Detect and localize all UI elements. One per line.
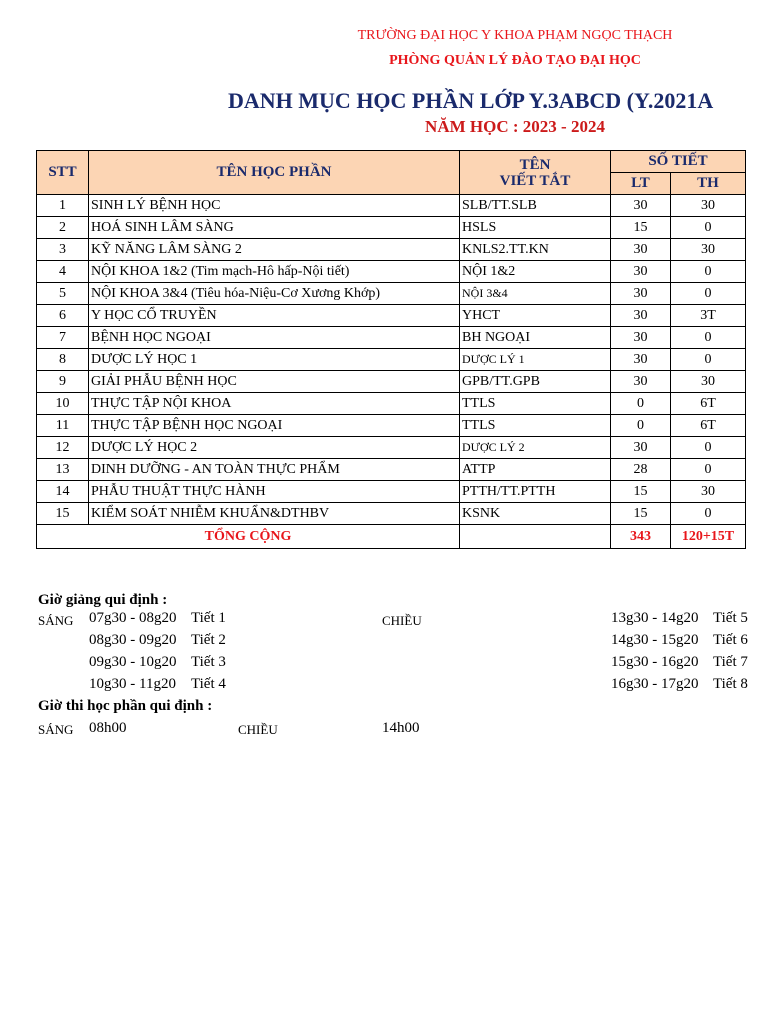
row-lt: 30 [611,349,671,371]
row-course-name: DƯỢC LÝ HỌC 1 [89,349,460,371]
afternoon-period: Tiết 5 [713,610,748,626]
row-abbreviation: PTTH/TT.PTTH [460,481,611,503]
afternoon-period: Tiết 7 [713,654,748,670]
row-abbreviation: KSNK [460,503,611,525]
row-course-name: GIẢI PHẪU BỆNH HỌC [89,371,460,393]
schedule-heading: Giờ giảng qui định : [38,592,168,608]
row-lt: 15 [611,217,671,239]
row-th: 0 [671,261,746,283]
afternoon-period: Tiết 6 [713,632,748,648]
exam-morning-time: 08h00 [89,720,127,736]
row-stt: 4 [37,261,89,283]
row-lt: 30 [611,261,671,283]
row-th: 0 [671,327,746,349]
afternoon-period: Tiết 8 [713,676,748,692]
afternoon-time: 13g30 - 14g20 [611,610,699,626]
row-lt: 30 [611,305,671,327]
morning-time: 09g30 - 10g20 [89,654,177,670]
row-abbreviation: SLB/TT.SLB [460,195,611,217]
row-lt: 28 [611,459,671,481]
row-lt: 30 [611,437,671,459]
row-th: 0 [671,437,746,459]
row-stt: 5 [37,283,89,305]
row-course-name: NỘI KHOA 1&2 (Tim mạch-Hô hấp-Nội tiết) [89,261,460,283]
row-stt: 6 [37,305,89,327]
row-stt: 3 [37,239,89,261]
row-abbreviation: YHCT [460,305,611,327]
table-row [37,195,746,217]
academic-year: NĂM HỌC : 2023 - 2024 [425,117,605,136]
row-stt: 2 [37,217,89,239]
header-abbreviation [460,151,611,195]
afternoon-time: 14g30 - 15g20 [611,632,699,648]
morning-period: Tiết 3 [191,654,226,670]
exam-afternoon-label: CHIỀU [238,722,278,737]
morning-period: Tiết 4 [191,676,226,692]
row-course-name: NỘI KHOA 3&4 (Tiêu hóa-Niệu-Cơ Xương Khớp) [89,283,460,305]
total-lt: 343 [611,525,671,549]
table-row [37,261,746,283]
afternoon-time: 15g30 - 16g20 [611,654,699,670]
row-lt: 0 [611,415,671,437]
department-name: PHÒNG QUẢN LÝ ĐÀO TẠO ĐẠI HỌC [389,53,641,68]
row-lt: 30 [611,327,671,349]
exam-heading: Giờ thi học phần qui định : [38,698,213,714]
table-row [37,371,746,393]
row-course-name: DINH DƯỠNG - AN TOÀN THỰC PHẨM [89,459,460,481]
row-abbreviation: TTLS [460,415,611,437]
row-stt: 10 [37,393,89,415]
row-th: 30 [671,239,746,261]
row-course-name: THỰC TẬP BỆNH HỌC NGOẠI [89,415,460,437]
table-row [37,503,746,525]
total-label: TỔNG CỘNG [37,525,460,549]
row-th: 30 [671,195,746,217]
total-th: 120+15T [671,525,746,549]
header-th: TH [671,173,746,195]
morning-time: 08g30 - 09g20 [89,632,177,648]
row-th: 0 [671,217,746,239]
morning-time: 07g30 - 08g20 [89,610,177,626]
row-lt: 30 [611,239,671,261]
row-abbreviation: TTLS [460,393,611,415]
row-th: 3T [671,305,746,327]
row-th: 0 [671,349,746,371]
table-row [37,415,746,437]
row-abbreviation: NỘI 3&4 [460,283,611,305]
row-lt: 30 [611,195,671,217]
row-stt: 12 [37,437,89,459]
table-row [37,481,746,503]
row-course-name: KỸ NĂNG LÂM SÀNG 2 [89,239,460,261]
course-table [36,150,746,549]
row-course-name: THỰC TẬP NỘI KHOA [89,393,460,415]
row-course-name: PHẪU THUẬT THỰC HÀNH [89,481,460,503]
row-course-name: HOÁ SINH LÂM SÀNG [89,217,460,239]
row-course-name: Y HỌC CỔ TRUYỀN [89,305,460,327]
document-title: DANH MỤC HỌC PHẦN LỚP Y.3ABCD (Y.2021A [228,88,714,113]
total-row [37,525,746,549]
header-so-tiet: SỐ TIẾT [611,151,746,173]
exam-morning-label: SÁNG [38,722,74,737]
row-course-name: KIỂM SOÁT NHIỄM KHUẨN&DTHBV [89,503,460,525]
row-abbreviation: HSLS [460,217,611,239]
header-stt: STT [37,151,89,195]
row-stt: 11 [37,415,89,437]
row-course-name: SINH LÝ BỆNH HỌC [89,195,460,217]
row-abbreviation: ATTP [460,459,611,481]
row-stt: 13 [37,459,89,481]
row-stt: 1 [37,195,89,217]
table-row [37,305,746,327]
table-row [37,283,746,305]
row-th: 6T [671,393,746,415]
total-empty-cell [460,525,611,549]
row-lt: 15 [611,481,671,503]
row-course-name: BỆNH HỌC NGOẠI [89,327,460,349]
row-th: 0 [671,459,746,481]
school-name: TRƯỜNG ĐẠI HỌC Y KHOA PHẠM NGỌC THẠCH [357,28,673,43]
row-abbreviation: DƯỢC LÝ 2 [460,437,611,459]
row-th: 0 [671,283,746,305]
row-abbreviation: KNLS2.TT.KN [460,239,611,261]
row-lt: 30 [611,371,671,393]
row-th: 30 [671,371,746,393]
table-row [37,349,746,371]
afternoon-label: CHIỀU [382,613,422,628]
row-lt: 0 [611,393,671,415]
row-abbreviation: BH NGOẠI [460,327,611,349]
row-lt: 15 [611,503,671,525]
row-stt: 8 [37,349,89,371]
morning-time: 10g30 - 11g20 [89,676,176,692]
header-lt: LT [611,173,671,195]
row-lt: 30 [611,283,671,305]
row-th: 6T [671,415,746,437]
table-row [37,437,746,459]
exam-afternoon-time: 14h00 [382,720,420,736]
morning-period: Tiết 2 [191,632,226,648]
table-row [37,217,746,239]
table-row [37,327,746,349]
row-stt: 14 [37,481,89,503]
table-row [37,393,746,415]
row-stt: 7 [37,327,89,349]
morning-label: SÁNG [38,613,74,628]
table-row [37,459,746,481]
row-course-name: DƯỢC LÝ HỌC 2 [89,437,460,459]
row-stt: 15 [37,503,89,525]
afternoon-time: 16g30 - 17g20 [611,676,699,692]
row-abbreviation: NỘI 1&2 [460,261,611,283]
morning-period: Tiết 1 [191,610,226,626]
row-stt: 9 [37,371,89,393]
header-abbr-line1: TÊN [519,156,551,173]
row-abbreviation: DƯỢC LÝ 1 [460,349,611,371]
header-course-name: TÊN HỌC PHẦN [89,151,460,195]
row-th: 30 [671,481,746,503]
row-abbreviation: GPB/TT.GPB [460,371,611,393]
table-row [37,239,746,261]
row-th: 0 [671,503,746,525]
header-abbr-line2: VIẾT TẮT [499,172,571,189]
